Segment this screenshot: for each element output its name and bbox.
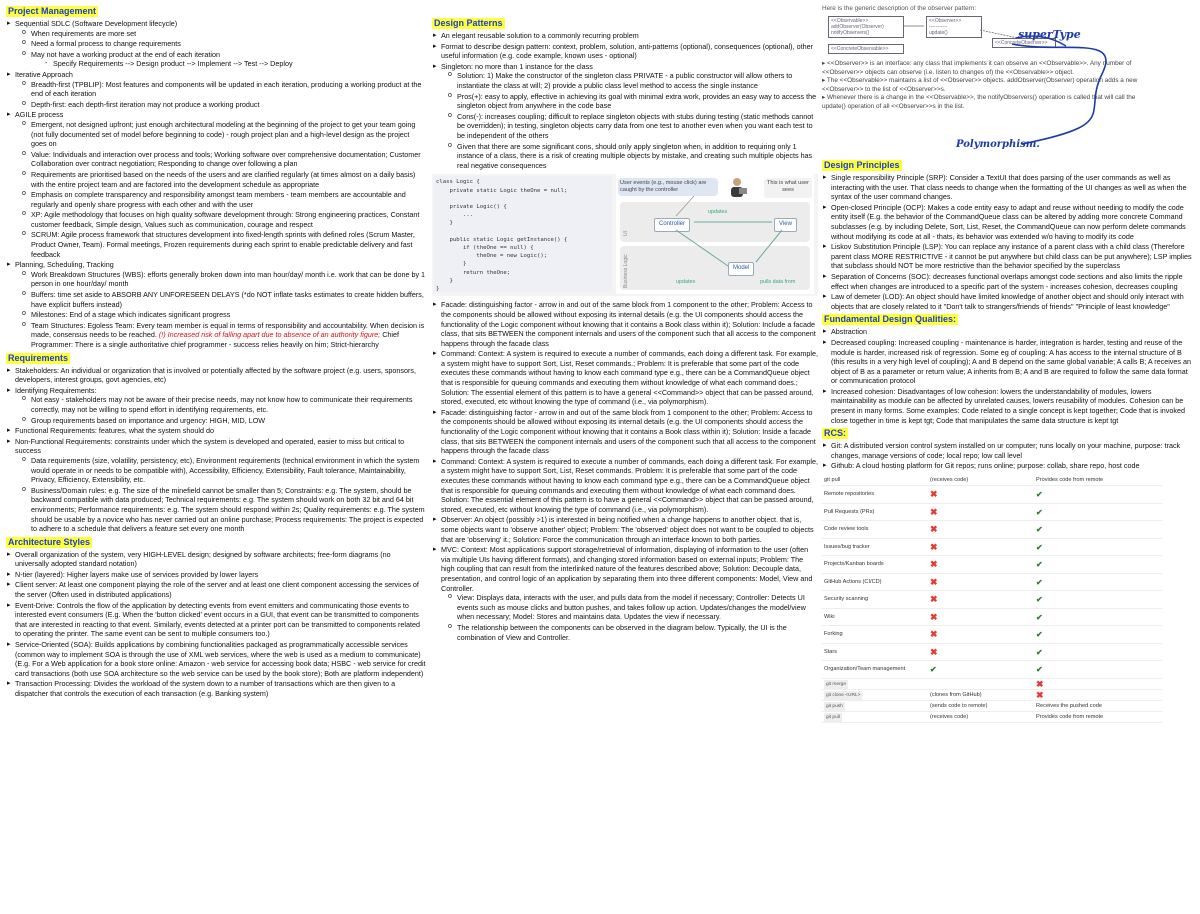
check-icon: ✔ xyxy=(1036,595,1043,605)
observer-caption: Here is the generic description of the observer pattern: xyxy=(822,5,977,12)
singleton-label: Singleton: no more than 1 instance for the class xyxy=(441,61,593,71)
req-item xyxy=(15,437,426,534)
rcs-item: ▸ Git: A distributed version control system installed on ur computer; runs locally on your machine, purpose: track changes, manage versions of code; local repo; low call level xyxy=(831,441,1194,460)
arch-item: ▸ Client server: At least one component playing the role of the server and at least one client component accessing the services of the server (Often used in distributed applications) xyxy=(15,580,426,599)
table-command-row xyxy=(822,679,1162,690)
table-row-label: Remote repositories xyxy=(824,491,875,498)
user-sees-note: This is what user sees xyxy=(764,178,812,198)
observer-desc-line: ▸ The <<Observable>> maintains a list of <<Observer>> objects. addObserver(Observer) operation adds a new <<Observer>> to the list of <<Observer>>s. xyxy=(822,77,1138,93)
github-cell xyxy=(1036,630,1043,642)
singleton-point: o Solution: 1) Make the constructor of the singleton class PRIVATE - a public constructor will allow others to instantiate the class at will; 2) provide a public class level method to access the single instance xyxy=(457,71,818,90)
singleton-point: o Pros(+): easy to apply, effective in achieving its goal with minimal extra work, provides an easy way to access the singleton object from anywhere in the code base xyxy=(457,92,818,111)
mvc-point: o The relationship between the components can be observed in the diagram below. Typically, the UI is the combination of View and Controller. xyxy=(457,623,818,642)
model-box: Model xyxy=(728,262,754,276)
cross-icon: ✖ xyxy=(1036,689,1044,700)
command-cell: git merge xyxy=(824,680,848,690)
arch-item: ▸ Overall organization of the system, very HIGH-LEVEL design; designed by software architects; free-form diagrams (no universally adopted standard notation) xyxy=(15,550,426,569)
git-cell xyxy=(930,490,938,502)
arch-item: ▸ N-tier (layered): Higher layers make use of services provided by lower layers xyxy=(15,570,426,580)
identify-point: o Group requirements based on importance and urgency: HIGH, MID, LOW xyxy=(31,416,426,426)
sdlc-point: o When requirements are more set xyxy=(31,29,426,39)
pattern-item: ▸ Command: Context: A system is required to execute a number of commands, each doing a different task. For example, a system might have to support Sort, List, Reset commands. Problem: It is preferable that some part of the code executes these commands without having to know each command type e.g., there can be a CommandQueue object that is responsible for queuing commands and executing them without knowledge of what each command does. Solution: The essential element of this pattern is to have a general <<Command>> object that can be passed around, stored, executed, etc without knowing the type of command (i.e., via polymorphism). xyxy=(441,457,818,515)
agile-point: o Value: Individuals and interaction over process and tools; Working software over comprehensive documentation; Customer Collaboration over contract negotiation; Responding to change over following a plan xyxy=(31,150,426,169)
check-icon: ✔ xyxy=(1036,647,1043,657)
table-cell-text: Receives the pushed code xyxy=(1036,702,1102,709)
command-git-cell xyxy=(930,691,982,701)
git-cell xyxy=(930,630,938,642)
nfr-point: o Business/Domain rules: e.g. The size of the minefield cannot be smaller than 5; Constraints: e.g. The system, should be backward compatible with data produced; Technical requirements: e.g. The system should work on both 32 bit and 64 bit environments; Performance requirements: e.g. The system should respond within 2s; Quality requirements: e.g. The system should be usable by a novice who has never carried out an online purchase; Process requirements: The project is expected to adhere to a schedule that delivers a feature set every one month xyxy=(31,486,426,534)
git-cell xyxy=(930,578,938,590)
table-row xyxy=(822,504,1162,522)
table-row-label: Pull Requests (PRs) xyxy=(824,508,875,515)
cross-icon: ✖ xyxy=(930,524,938,535)
uml-concrete-observable-box: <<ConcreteObservable>> xyxy=(828,44,904,54)
git-cell xyxy=(930,595,938,607)
agile-point: o Requirements are prioritised based on the needs of the users and are clarified regularly (at times almost on a daily basis) with the entire project team and are factored into the development schedule as appropriate xyxy=(31,170,426,189)
table-row-label: GitHub Actions (CI/CD) xyxy=(824,578,882,585)
github-cell xyxy=(1036,508,1043,520)
table-header-cell: (receives code) xyxy=(930,477,969,484)
design-principles-heading: Design Principles xyxy=(824,160,900,170)
agile-point: o SCRUM: Agile process framework that structures development into fixed-length sprints with defined roles (Scrum Master, Product Owner, Team). Formal meetings, Frozen requirements during each sprint to enable predictable delivery and fast feedback xyxy=(31,230,426,259)
check-icon: ✔ xyxy=(1036,665,1043,675)
principle-item: ▸ Open-closed Principle (OCP): Makes a code entity easy to adapt and reuse without needing to modify the code entity itself (E.g. the behavior of the CommandQueue class can be altered by adding more concrete Command subclasses (e.g. by including Delete, Sort, List, Reset, the CommandQueue can now perform delete commands without modifying its code at all - thats, its behavior was extended w/o having to modify its code xyxy=(831,203,1194,241)
cross-icon: ✖ xyxy=(930,629,938,640)
github-cell xyxy=(1036,525,1043,537)
command-github-cell xyxy=(1036,702,1102,712)
sdlc-point: o Need a formal process to change requirements xyxy=(31,39,426,49)
pattern-item: ▸ Facade: distinguishing factor - arrow in and out of the same block from 1 component to the other; Problem: Access to the components should be allowed without exposing its internal details (e.g. the UI components should access the functionality of the Logic component without knowing that it contains a Book class within it); Solution: Inside a facade class, that sits BETWEEN the component internals and users of the component such that all access to the component happens through the facade class xyxy=(441,408,818,456)
arch-item: ▸ Event-Drive: Controls the flow of the application by detecting events from event emitters and communicating those events to interested event consumers (E.g. When the 'button clicked' event occurs in a GUI, that event can be transmitted to components that are interested in reacting to that event. Similarly, events detected at a printer port can be transmitted to components related to operating the printer. The same event can be sent to multiple consumers too.) xyxy=(15,601,426,639)
quality-item: ▸ Increased cohesion: Disadvantages of low cohesion: lowers the understandability of modules, lowers maintainability as module can be affected by unrelated causes, lowers reusability of modules. Cohesion can be present in many forms. Some examples: Code related to a single concept is kept together; Code that is invoked close together in time is kept tgt; Code that manipulates the same data structure is kept tgt xyxy=(831,387,1194,425)
planning-point: o Milestones: End of a stage which indicates significant progress xyxy=(31,310,426,320)
command-git-cell xyxy=(930,713,968,723)
agile-item xyxy=(15,110,426,259)
agile-point: o XP: Agile methodology that focuses on high quality software development through: Strong engineering practices, Constant customer feedback, Simple design, Values such as communication, courage and respect xyxy=(31,210,426,229)
table-row xyxy=(822,644,1162,662)
req-item: ▸ Functional Requirements: features, what the system should do xyxy=(15,426,426,436)
mvc-text: MVC: Context: Most applications support storage/retrieval of information, displaying of information to the user (often via multiple UIs having different formats), and changing stored information based on external inputs; Problem: The high coupling that can result from the interlinked nature of the features described above; Solution: Decouple data, presentation, and control logic of an application by separating them into three different components: Model, View and Controller. xyxy=(441,545,813,593)
table-row-label: Code review tools xyxy=(824,526,869,533)
agile-point: o Emphasis on complete transparency and responsibility amongst team members - team members are accountable and regularly and openly share progress with each other and with the user xyxy=(31,190,426,209)
git-cell xyxy=(930,613,938,625)
github-cell xyxy=(1036,578,1043,590)
uml-observer-box: <<Observer>> ----------- update() xyxy=(926,16,982,38)
nfr-point: o Data requirements (size, volatility, persistency, etc), Environment requirements (technical environment in which the system would operate in or needs to be compatible with), Accessibility, Efficiency, Extensibility, Fault tolerance, Maintainability, Privacy, Efficiency, Extensibility, etc. xyxy=(31,456,426,485)
iterative-point: o Breadth-first (TPBLIP): Most features and components will be updated in each iteration, producing a working product at the end of each iteration xyxy=(31,80,426,99)
command-cell: git clone <URL> xyxy=(824,691,862,701)
req-item xyxy=(15,386,426,425)
view-box: View xyxy=(774,218,797,232)
sdlc-point-text: May not have a working product at the end of each iteration xyxy=(31,49,220,59)
git-cell xyxy=(930,560,938,572)
git-cell xyxy=(930,648,938,660)
controller-box: Controller xyxy=(654,218,690,232)
architecture-heading: Architecture Styles xyxy=(8,536,91,547)
quality-item: ▸ Decreased coupling: Increased coupling - maintenance is harder, integration is harder, testing and reuse of the module is harder, increased risk of regression. Some eg of coupling: A has access to the internal structure of B (this results in a very high level of coupling); A and B depend on the same global variable; A calls B; A receives an object of B as a parameter or return value; A inherits from B; A and B are required to follow the same data format or communication protocol xyxy=(831,338,1194,386)
sdlc-item xyxy=(15,19,426,69)
sdlc-flow: - Specify Requirements --> Design product --> Implement --> Test --> Deploy xyxy=(53,59,426,69)
observer-figure xyxy=(822,4,1194,154)
cross-icon: ✖ xyxy=(930,576,938,587)
table-command-row xyxy=(822,701,1162,712)
dp-intro: ▸ An elegant reusable solution to a commonly recurring problem xyxy=(441,31,818,41)
github-cell xyxy=(1036,490,1043,502)
table-row-label: Organization/Team management xyxy=(824,666,906,673)
uml-observable-box: <<Observable>> addObserver(Observer) notifyObservers() xyxy=(828,16,904,38)
git-cell xyxy=(930,508,938,520)
table-cell-text: Provides code from remote xyxy=(1036,713,1104,720)
check-icon: ✔ xyxy=(1036,542,1043,552)
check-icon: ✔ xyxy=(1036,577,1043,587)
git-cell xyxy=(930,525,938,537)
table-cell-text: (receives code) xyxy=(930,713,969,720)
column-left xyxy=(6,4,426,700)
table-row-label: Projects/Kanban boards xyxy=(824,561,884,568)
observer-desc-line: ▸ Whenever there is a change in the <<Observable>>, the notifyObservers() operation is called that will call the update() operation of all <<Observer>>s in the list. xyxy=(822,94,1136,110)
github-cell xyxy=(1036,613,1043,625)
table-cell-text: (clones from GitHub) xyxy=(930,691,982,698)
table-row xyxy=(822,521,1162,539)
table-row xyxy=(822,486,1162,504)
cross-icon: ✖ xyxy=(930,559,938,570)
identify-label: Identifying Requirements: xyxy=(15,385,97,395)
team-structures-text: Team Structures: Egoless Team: Every team member is equal in terms of responsibility and accountability. When decision is made, consensus needs to be reached. xyxy=(31,320,425,340)
cross-icon: ✖ xyxy=(930,489,938,500)
github-cell xyxy=(1036,595,1043,607)
singleton-point: o Given that there are some significant cons, should only apply singleton when, in addition to requiring only 1 instance of a class, there is a risk of creating multiple objects by mistake, and creating such multiple objects has real negative consequences xyxy=(457,142,818,171)
table-row-label: Forking xyxy=(824,631,843,638)
project-management-heading: Project Management xyxy=(8,6,97,16)
table-row xyxy=(822,574,1162,592)
command-github-cell xyxy=(1036,713,1103,723)
table-row xyxy=(822,591,1162,609)
pattern-item: ▸ Observer: An object (possibly >1) is interested in being notified when a change happens to another object. that is, some objects want to 'observe another' object; Problem: The 'observed' object does not want to be coupled to objects that are 'observing' it.; Solution: Force the communication through an interface known to both parties. xyxy=(441,515,818,544)
singleton-mvc-figure xyxy=(432,174,818,296)
singleton-code-snippet: class Logic { private static Logic theOne = null; private Logic() { ... } public static Logic getInstance() { if (theOne == null) { theOne = new Logic(); } return theOne; } } xyxy=(434,176,612,292)
handwritten-polymorphism: Polymorphism. xyxy=(956,139,1040,150)
github-cell xyxy=(1036,543,1043,555)
check-icon: ✔ xyxy=(1036,490,1043,500)
risk-note: (!) Increased risk of falling apart due to absence of an authority figure; xyxy=(158,330,381,340)
mvc-arrows xyxy=(616,174,814,294)
ui-band-label: UI xyxy=(623,231,629,237)
table-row xyxy=(822,626,1162,644)
planning-point: o Work Breakdown Structures (WBS): efforts generally broken down into man hour/day/ month i.e. work that can be done by 1 person in one hour/day/ month xyxy=(31,270,426,289)
table-header-cell: Provides code from remote xyxy=(1036,477,1104,484)
table-row xyxy=(822,539,1162,557)
iterative-item xyxy=(15,70,426,109)
github-cell xyxy=(1036,648,1043,660)
iterative-point: o Depth-first: each depth-first iteration may not produce a working product xyxy=(31,100,426,110)
git-cell xyxy=(930,543,938,555)
cross-icon: ✖ xyxy=(930,541,938,552)
check-icon: ✔ xyxy=(1036,525,1043,535)
column-middle xyxy=(432,4,818,643)
table-row-label: Stars xyxy=(824,648,838,655)
uml-concrete-observer-box: <<ConcreteObserver>> xyxy=(992,38,1056,48)
cross-icon: ✖ xyxy=(930,611,938,622)
pattern-item xyxy=(441,545,818,642)
check-icon: ✔ xyxy=(1036,630,1043,640)
principle-item: ▸ Liskov Substitution Principle (LSP): You can replace any instance of a parent class with a child class (Therefore parent class MORE RESTRICTIVE - it cannot be put anywhere but child class can be put anywhere); LSP implies that subclass should NOT be more restrictive than the behavior specified by the superclass xyxy=(831,242,1194,271)
git-cell xyxy=(930,665,937,677)
cross-icon: ✖ xyxy=(930,646,938,657)
updates-arrow-label: updates xyxy=(708,209,728,216)
dp-intro: ▸ Format to describe design pattern: context, problem, solution, anti-patterns (optional), consequences (optional), other useful information (e.g. code example, known uses - optional) xyxy=(441,42,818,61)
planning-point: o Buffers: time set aside to ABSORB ANY UNFORESEEN DELAYS (*do NOT inflate tasks estimates to create hidden buffers, have explicit buffers instead) xyxy=(31,290,426,309)
pattern-item: ▸ Facade: distinguishing factor - arrow in and out of the same block from 1 component to the other; Problem: Access to the components should be allowed without exposing its internal details (e.g. the UI components should access the functionality of the Logic component without knowing that it contains a Book class within it); Solution: Include a facade class, that sits BETWEEN the component internals and users of the component such that all access to the component happens through the facade class xyxy=(441,300,818,348)
cross-icon: ✖ xyxy=(1036,678,1044,689)
singleton-item xyxy=(441,62,818,171)
arch-item: ▸ Service-Oriented (SOA): Builds applications by combining functionalities packaged as programmatically accessible services (common way to implement SOA is through the use of XML web services, where the web is used as a medium to communicate) (E.g. For a Web application for a book store online: Amazon - web service for accessing book data; HSBC - web service for credit card transactions (both use SOA architecture so the web service can be used by the book store); Both are platform independent) xyxy=(15,640,426,678)
planning-item xyxy=(15,260,426,349)
check-icon: ✔ xyxy=(930,665,937,675)
check-icon: ✔ xyxy=(1036,612,1043,622)
design-patterns-heading: Design Patterns xyxy=(434,18,503,28)
table-cell-text: (sends code to remote) xyxy=(930,702,988,709)
req-item: ▸ Stakeholders: An individual or organization that is involved or potentially affected by the software project (e.g. users, sponsors, developers, interest groups, govt agencies, etc) xyxy=(15,366,426,385)
command-cell: git push xyxy=(824,702,845,712)
quality-item: ▸ Abstraction xyxy=(831,327,1194,337)
arch-item: ▸ Transaction Processing: Divides the workload of the system down to a number of transactions which are then given to a dispatcher that controls the execution of each transaction (e.g. Banking system) xyxy=(15,679,426,698)
observer-description xyxy=(822,60,1152,112)
principle-item: ▸ Single responsibility Principle (SRP): Consider a TextUI that does parsing of the user commands as well as interacting with the user. That class needs to change when the formatting of the UI changes as well as when the syntax of the user command changes. xyxy=(831,173,1194,202)
cross-icon: ✖ xyxy=(930,594,938,605)
requirements-heading: Requirements xyxy=(8,352,69,363)
github-cell xyxy=(1036,665,1043,677)
handwritten-supertype: superType xyxy=(1018,28,1081,41)
iterative-label: Iterative Approach xyxy=(15,69,73,79)
design-qualities-heading: Fundamental Design Qualities: xyxy=(824,314,957,325)
column-right xyxy=(822,4,1194,723)
table-row-label: Issues/bug tracker xyxy=(824,543,870,550)
check-icon: ✔ xyxy=(1036,560,1043,570)
github-cell xyxy=(1036,560,1043,572)
table-command-row xyxy=(822,712,1162,723)
nfr-label: Non-Functional Requirements: constraints under which the system is developed and operated, easier to miss but critical to success xyxy=(15,436,405,456)
planning-point xyxy=(31,321,426,350)
table-command-row xyxy=(822,690,1162,701)
table-row xyxy=(822,661,1162,679)
principle-item: ▸ Separation of Concerns (SOC): decreases functional overlaps amongst code sections and also limits the ripple effect when changes are introduced to a specific part of the system - increases cohesion, decreases coupling xyxy=(831,272,1194,291)
pulls-arrow-label: pulls data from xyxy=(760,279,796,286)
updates-arrow-label-2: updates xyxy=(676,279,696,286)
agile-label: AGILE process xyxy=(15,110,64,120)
rcs-item: ▸ Github: A cloud hosting platform for Git repos; runs online; purpose: collab, share repo, host code xyxy=(831,461,1194,471)
command-git-cell xyxy=(930,702,988,712)
command-cell: git pull xyxy=(824,713,842,723)
identify-point: o Not easy - stakeholders may not be aware of their precise needs, may not know how to communicate their requirements correctly, may not be willing to spend effort in identifying requirements, etc. xyxy=(31,395,426,414)
observer-desc-line: ▸ <<Observer>> is an interface: any class that implements it can observe an <<Observable>>. Any number of <<Observer>> objects can observe (i.e. listen to changes of) the <<Observable>> object. xyxy=(822,60,1132,76)
singleton-point: o Cons(-): increases coupling; difficult to replace singleton objects with stubs during testing (static methods cannot be overridden); in testing, singleton objects carry data from one test to another even when you want each test to be independent of the others xyxy=(457,112,818,141)
table-row-label: Security scanning xyxy=(824,596,869,603)
pattern-item: ▸ Command: Context: A system is required to execute a number of commands, each doing a different task. For example, a system might have to support Sort, List, Reset commands.; Problem: It is preferable that some part of the code executes these commands without having to know each command type e.g., there can be a CommandQueue object that is responsible for queuing commands and executing them without knowledge of what each command does.; Solution: The essential element of this pattern is to have a general <<Command>> object that can be passed around, stored, executed, etc without knowing the type of command (i.e., via polymorphism). xyxy=(441,349,818,407)
principle-item: ▸ Law of demeter (LOD): An object should have limited knowledge of another object and should only interact with objects that are closely related to it "Don't talk to strangers/friends of friends" "Principle of least knowledge" xyxy=(831,292,1194,311)
check-icon: ✔ xyxy=(1036,507,1043,517)
sdlc-label: Sequential SDLC (Software Development lifecycle) xyxy=(15,19,178,28)
table-row-label: Wiki xyxy=(824,613,835,620)
table-header-row xyxy=(822,475,1162,486)
cross-icon: ✖ xyxy=(930,506,938,517)
rcs-heading: RCS: xyxy=(824,428,846,439)
table-row xyxy=(822,556,1162,574)
logic-band-label: Business Logic xyxy=(623,254,629,289)
user-events-note: User events (e.g., mouse click) are caught by the controller xyxy=(618,178,718,196)
table-header-cell: git pull xyxy=(824,477,841,484)
mvc-point: o View: Displays data, interacts with the user, and pulls data from the model if necessary; Controller: Detects UI events such as mouse clicks and button pushes, and takes follow up action. Updates/changes the model/view when necessary; Model: Stores and maintains data. Updates the view if necessary. xyxy=(457,593,818,622)
git-vs-github-table xyxy=(822,475,1162,723)
mvc-diagram xyxy=(616,174,814,294)
agile-point: o Emergent, not designed upfront; just enough architectural modeling at the beginning of the project to get your team going (not fully documented set of model before beginning to code) - rough project plan and a high-level design as the project goes on xyxy=(31,120,426,149)
sdlc-point xyxy=(31,50,426,69)
table-row xyxy=(822,609,1162,627)
chief-programmer-text: Chief Programmer: There is a single authoritative chief programmer - success relies heavily on him; Strict-hierarchy xyxy=(31,330,399,349)
planning-label: Planning, Scheduling, Tracking xyxy=(15,260,114,270)
